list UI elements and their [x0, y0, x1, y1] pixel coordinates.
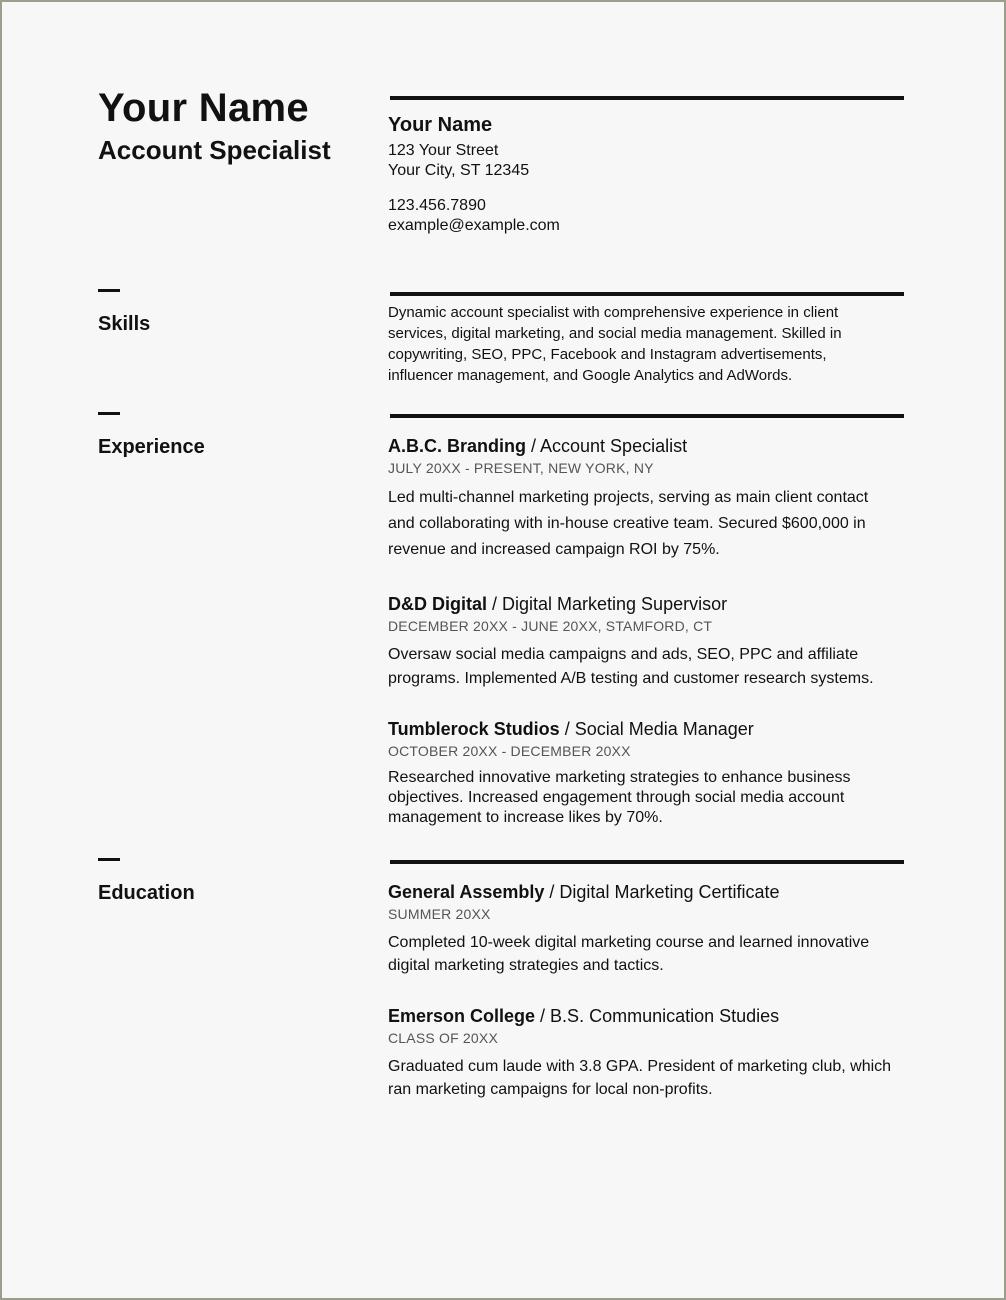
entry-role: / Account Specialist	[526, 436, 688, 456]
entry-desc-line: programs. Implemented A/B testing and customer research systems.	[388, 670, 874, 687]
education-heading: Education	[98, 882, 195, 904]
entry-desc-line: and collaborating with in-house creative team. Secured $600,000 in	[388, 515, 866, 532]
header-job-title: Account Specialist	[98, 135, 331, 165]
entry-desc-line: digital marketing strategies and tactics.	[388, 957, 664, 974]
skills-summary	[388, 302, 908, 386]
entry-desc-line: revenue and increased campaign ROI by 75%.	[388, 541, 720, 558]
entry-heading	[388, 1005, 908, 1027]
experience-divider	[390, 414, 904, 418]
entry-date: JULY 20XX - PRESENT, NEW YORK, NY	[388, 460, 654, 476]
skills-heading: Skills	[98, 313, 151, 335]
entry-description	[388, 931, 908, 977]
entry-date: DECEMBER 20XX - JUNE 20XX, STAMFORD, CT	[388, 618, 713, 634]
education-divider	[390, 860, 904, 864]
experience-entry	[388, 593, 908, 691]
education-entry	[388, 881, 908, 977]
skills-line: influencer management, and Google Analytics and AdWords.	[388, 367, 793, 384]
entry-role: / Social Media Manager	[559, 719, 754, 739]
education-dash	[98, 858, 120, 861]
entry-org: Tumblerock Studios	[388, 719, 560, 739]
contact-name: Your Name	[388, 114, 493, 136]
experience-entry	[388, 718, 908, 828]
entry-desc-line: objectives. Increased engagement through social media account	[388, 789, 845, 806]
contact-street: 123 Your Street	[388, 142, 499, 159]
entry-date: OCTOBER 20XX - DECEMBER 20XX	[388, 743, 631, 759]
entry-heading	[388, 718, 908, 740]
entry-description	[388, 485, 908, 563]
entry-desc-line: Completed 10-week digital marketing course and learned innovative	[388, 934, 870, 951]
entry-role: / B.S. Communication Studies	[535, 1006, 780, 1026]
entry-desc-line: Graduated cum laude with 3.8 GPA. President of marketing club, which	[388, 1058, 892, 1075]
skills-line: Dynamic account specialist with comprehensive experience in client	[388, 304, 839, 321]
entry-org: Emerson College	[388, 1006, 536, 1026]
experience-dash	[98, 412, 120, 415]
entry-role: / Digital Marketing Certificate	[544, 882, 780, 902]
contact-phone: 123.456.7890	[388, 197, 486, 214]
contact-divider	[390, 96, 904, 100]
resume-page	[2, 2, 1004, 1298]
education-entry	[388, 1005, 908, 1101]
entry-date: CLASS OF 20XX	[388, 1030, 498, 1046]
skills-line: copywriting, SEO, PPC, Facebook and Instagram advertisements,	[388, 346, 827, 363]
entry-org: A.B.C. Branding	[388, 436, 526, 456]
contact-block	[388, 114, 908, 236]
entry-desc-line: Led multi-channel marketing projects, serving as main client contact	[388, 489, 869, 506]
contact-city: Your City, ST 12345	[388, 162, 530, 179]
entry-heading	[388, 435, 908, 457]
entry-role: / Digital Marketing Supervisor	[487, 594, 728, 614]
skills-line: services, digital marketing, and social media management. Skilled in	[388, 325, 842, 342]
entry-description	[388, 1055, 908, 1101]
entry-desc-line: Researched innovative marketing strategies to enhance business	[388, 769, 851, 786]
entry-org: D&D Digital	[388, 594, 487, 614]
entry-org: General Assembly	[388, 882, 545, 902]
skills-divider	[390, 292, 904, 296]
skills-dash	[98, 289, 120, 292]
entry-date: SUMMER 20XX	[388, 906, 491, 922]
contact-email: example@example.com	[388, 217, 560, 234]
entry-desc-line: Oversaw social media campaigns and ads, SEO, PPC and affiliate	[388, 646, 859, 663]
entry-desc-line: management to increase likes by 70%.	[388, 809, 663, 826]
entry-heading	[388, 881, 908, 903]
entry-desc-line: ran marketing campaigns for local non-profits.	[388, 1081, 713, 1098]
entry-description	[388, 768, 908, 828]
experience-heading: Experience	[98, 436, 205, 458]
entry-description	[388, 643, 908, 691]
entry-heading	[388, 593, 908, 615]
header-name: Your Name	[98, 86, 309, 130]
experience-entry	[388, 435, 908, 563]
